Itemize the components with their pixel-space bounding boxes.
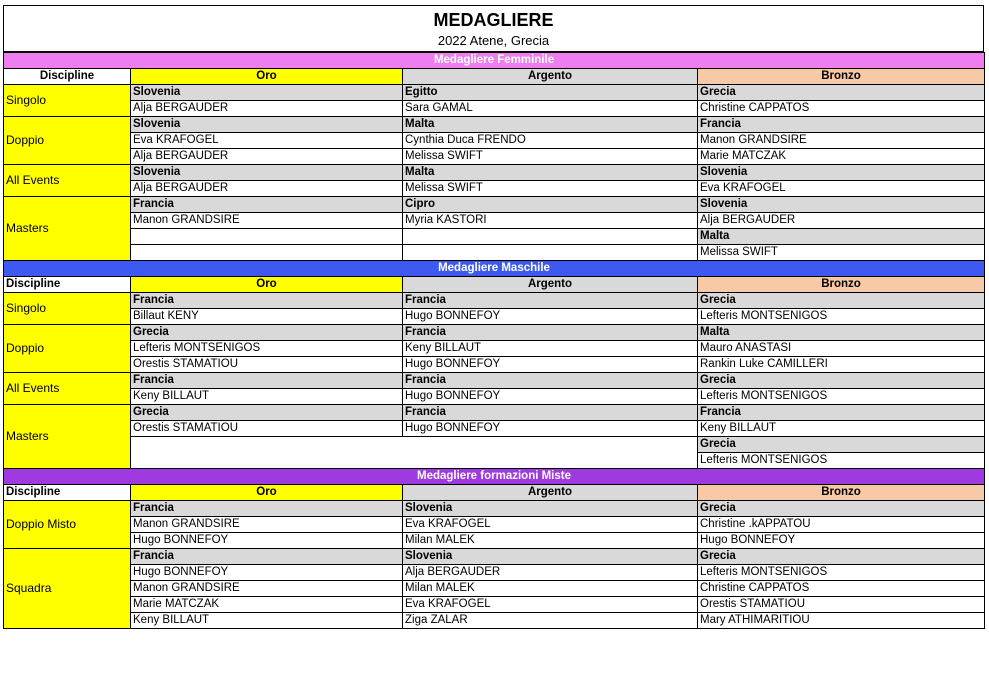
gold-nation: Grecia — [131, 325, 403, 341]
empty-cell — [403, 245, 698, 261]
silver-nation: Francia — [403, 325, 698, 341]
gold-nation: Slovenia — [131, 117, 403, 133]
discipline-label: Singolo — [4, 293, 131, 325]
discipline-label: All Events — [4, 373, 131, 405]
bronze-header: Bronzo — [698, 69, 985, 85]
bronze-nation: Francia — [698, 405, 985, 421]
discipline-label: Doppio Misto — [4, 501, 131, 549]
gold-athlete: Orestis STAMATIOU — [131, 421, 403, 437]
table-row — [4, 117, 985, 133]
table-row — [4, 373, 985, 389]
medal-table-sheet — [3, 5, 984, 629]
silver-header: Argento — [403, 69, 698, 85]
silver-nation: Malta — [403, 165, 698, 181]
table-row — [4, 309, 985, 325]
gold-athlete: Marie MATCZAK — [131, 597, 403, 613]
page-subtitle: 2022 Atene, Grecia — [437, 33, 550, 48]
silver-header: Argento — [403, 485, 698, 501]
column-header-row — [4, 69, 985, 85]
bronze-athlete: Orestis STAMATIOU — [698, 597, 985, 613]
bronze-athlete: Christine .kAPPATOU — [698, 517, 985, 533]
silver-athlete: Milan MALEK — [403, 533, 698, 549]
bronze-athlete: Mauro ANASTASI — [698, 341, 985, 357]
bronze-nation: Malta — [698, 325, 985, 341]
silver-nation: Francia — [403, 293, 698, 309]
table-row — [4, 565, 985, 581]
bronze-nation: Grecia — [698, 501, 985, 517]
silver-nation: Malta — [403, 117, 698, 133]
table-row — [4, 405, 985, 421]
table-row — [4, 357, 985, 373]
bronze-athlete: Melissa SWIFT — [698, 245, 985, 261]
bronze-athlete: Alja BERGAUDER — [698, 213, 985, 229]
bronze-athlete: Manon GRANDSIRE — [698, 133, 985, 149]
medal-table — [3, 52, 985, 629]
discipline-label: Singolo — [4, 85, 131, 117]
table-row — [4, 245, 985, 261]
bronze-athlete: Lefteris MONTSENIGOS — [698, 565, 985, 581]
table-row — [4, 293, 985, 309]
gold-header: Oro — [131, 485, 403, 501]
table-row — [4, 165, 985, 181]
bronze-nation: Slovenia — [698, 197, 985, 213]
silver-athlete: Ziga ZALAR — [403, 613, 698, 629]
empty-cell — [403, 229, 698, 245]
table-row — [4, 597, 985, 613]
gold-nation: Francia — [131, 293, 403, 309]
gold-athlete: Keny BILLAUT — [131, 389, 403, 405]
discipline-label: Masters — [4, 197, 131, 261]
table-row — [4, 341, 985, 357]
gold-athlete: Hugo BONNEFOY — [131, 565, 403, 581]
column-header-row — [4, 277, 985, 293]
gold-nation: Slovenia — [131, 85, 403, 101]
section-title: Medagliere Femminile — [4, 53, 985, 69]
table-row — [4, 501, 985, 517]
bronze-nation: Grecia — [698, 549, 985, 565]
discipline-label: All Events — [4, 165, 131, 197]
gold-athlete: Keny BILLAUT — [131, 613, 403, 629]
bronze-nation: Grecia — [698, 437, 985, 453]
gold-athlete: Alja BERGAUDER — [131, 181, 403, 197]
gold-athlete: Eva KRAFOGEL — [131, 133, 403, 149]
bronze-header: Bronzo — [698, 277, 985, 293]
bronze-athlete: Christine CAPPATOS — [698, 581, 985, 597]
silver-athlete: Hugo BONNEFOY — [403, 421, 698, 437]
bronze-nation: Grecia — [698, 373, 985, 389]
title-box — [3, 5, 984, 52]
table-row — [4, 421, 985, 437]
gold-athlete: Manon GRANDSIRE — [131, 581, 403, 597]
silver-athlete: Eva KRAFOGEL — [403, 517, 698, 533]
gold-athlete: Manon GRANDSIRE — [131, 213, 403, 229]
silver-nation: Cipro — [403, 197, 698, 213]
gold-athlete: Billaut KENY — [131, 309, 403, 325]
table-row — [4, 389, 985, 405]
bronze-athlete: Hugo BONNEFOY — [698, 533, 985, 549]
silver-athlete: Melissa SWIFT — [403, 149, 698, 165]
section-header-miste — [4, 469, 985, 485]
bronze-athlete: Keny BILLAUT — [698, 421, 985, 437]
gold-nation: Francia — [131, 373, 403, 389]
silver-athlete: Hugo BONNEFOY — [403, 389, 698, 405]
silver-athlete: Keny BILLAUT — [403, 341, 698, 357]
gold-athlete: Alja BERGAUDER — [131, 101, 403, 117]
bronze-nation: Slovenia — [698, 165, 985, 181]
discipline-header: Discipline — [4, 69, 131, 85]
silver-athlete: Cynthia Duca FRENDO — [403, 133, 698, 149]
gold-nation: Grecia — [131, 405, 403, 421]
table-row — [4, 229, 985, 245]
gold-nation: Francia — [131, 549, 403, 565]
silver-athlete: Sara GAMAL — [403, 101, 698, 117]
gold-header: Oro — [131, 277, 403, 293]
table-row — [4, 101, 985, 117]
table-row — [4, 181, 985, 197]
silver-nation: Slovenia — [403, 501, 698, 517]
table-row — [4, 437, 985, 453]
silver-nation: Francia — [403, 373, 698, 389]
bronze-nation: Francia — [698, 117, 985, 133]
empty-cell — [131, 229, 403, 245]
section-header-femminile — [4, 53, 985, 69]
section-title: Medagliere formazioni Miste — [4, 469, 985, 485]
column-header-row — [4, 485, 985, 501]
table-row — [4, 149, 985, 165]
bronze-athlete: Lefteris MONTSENIGOS — [698, 453, 985, 469]
bronze-athlete: Lefteris MONTSENIGOS — [698, 389, 985, 405]
discipline-label: Doppio — [4, 325, 131, 373]
bronze-athlete: Lefteris MONTSENIGOS — [698, 309, 985, 325]
empty-cell — [131, 245, 403, 261]
discipline-header: Discipline — [4, 485, 131, 501]
silver-athlete: Myria KASTORI — [403, 213, 698, 229]
gold-nation: Slovenia — [131, 165, 403, 181]
table-row — [4, 581, 985, 597]
gold-header: Oro — [131, 69, 403, 85]
section-title: Medagliere Maschile — [4, 261, 985, 277]
gold-athlete: Orestis STAMATIOU — [131, 357, 403, 373]
silver-nation: Egitto — [403, 85, 698, 101]
silver-athlete: Milan MALEK — [403, 581, 698, 597]
bronze-athlete: Eva KRAFOGEL — [698, 181, 985, 197]
page-title: MEDAGLIERE — [433, 10, 554, 30]
silver-athlete: Hugo BONNEFOY — [403, 309, 698, 325]
table-row — [4, 133, 985, 149]
silver-athlete: Alja BERGAUDER — [403, 565, 698, 581]
table-row — [4, 613, 985, 629]
gold-nation: Francia — [131, 197, 403, 213]
discipline-label: Squadra — [4, 549, 131, 629]
table-row — [4, 85, 985, 101]
silver-athlete: Melissa SWIFT — [403, 181, 698, 197]
silver-header: Argento — [403, 277, 698, 293]
silver-athlete: Hugo BONNEFOY — [403, 357, 698, 373]
table-row — [4, 325, 985, 341]
bronze-athlete: Rankin Luke CAMILLERI — [698, 357, 985, 373]
table-row — [4, 533, 985, 549]
discipline-label: Masters — [4, 405, 131, 469]
bronze-athlete: Mary ATHIMARITIOU — [698, 613, 985, 629]
table-row — [4, 549, 985, 565]
gold-nation: Francia — [131, 501, 403, 517]
table-row — [4, 517, 985, 533]
gold-athlete: Alja BERGAUDER — [131, 149, 403, 165]
bronze-nation: Malta — [698, 229, 985, 245]
empty-cell — [131, 437, 698, 469]
gold-athlete: Manon GRANDSIRE — [131, 517, 403, 533]
silver-nation: Francia — [403, 405, 698, 421]
silver-nation: Slovenia — [403, 549, 698, 565]
bronze-header: Bronzo — [698, 485, 985, 501]
bronze-nation: Grecia — [698, 293, 985, 309]
gold-athlete: Lefteris MONTSENIGOS — [131, 341, 403, 357]
section-header-maschile — [4, 261, 985, 277]
gold-athlete: Hugo BONNEFOY — [131, 533, 403, 549]
discipline-header: Discipline — [4, 277, 131, 293]
table-row — [4, 197, 985, 213]
bronze-athlete: Christine CAPPATOS — [698, 101, 985, 117]
table-row — [4, 213, 985, 229]
discipline-label: Doppio — [4, 117, 131, 165]
bronze-nation: Grecia — [698, 85, 985, 101]
bronze-athlete: Marie MATCZAK — [698, 149, 985, 165]
silver-athlete: Eva KRAFOGEL — [403, 597, 698, 613]
